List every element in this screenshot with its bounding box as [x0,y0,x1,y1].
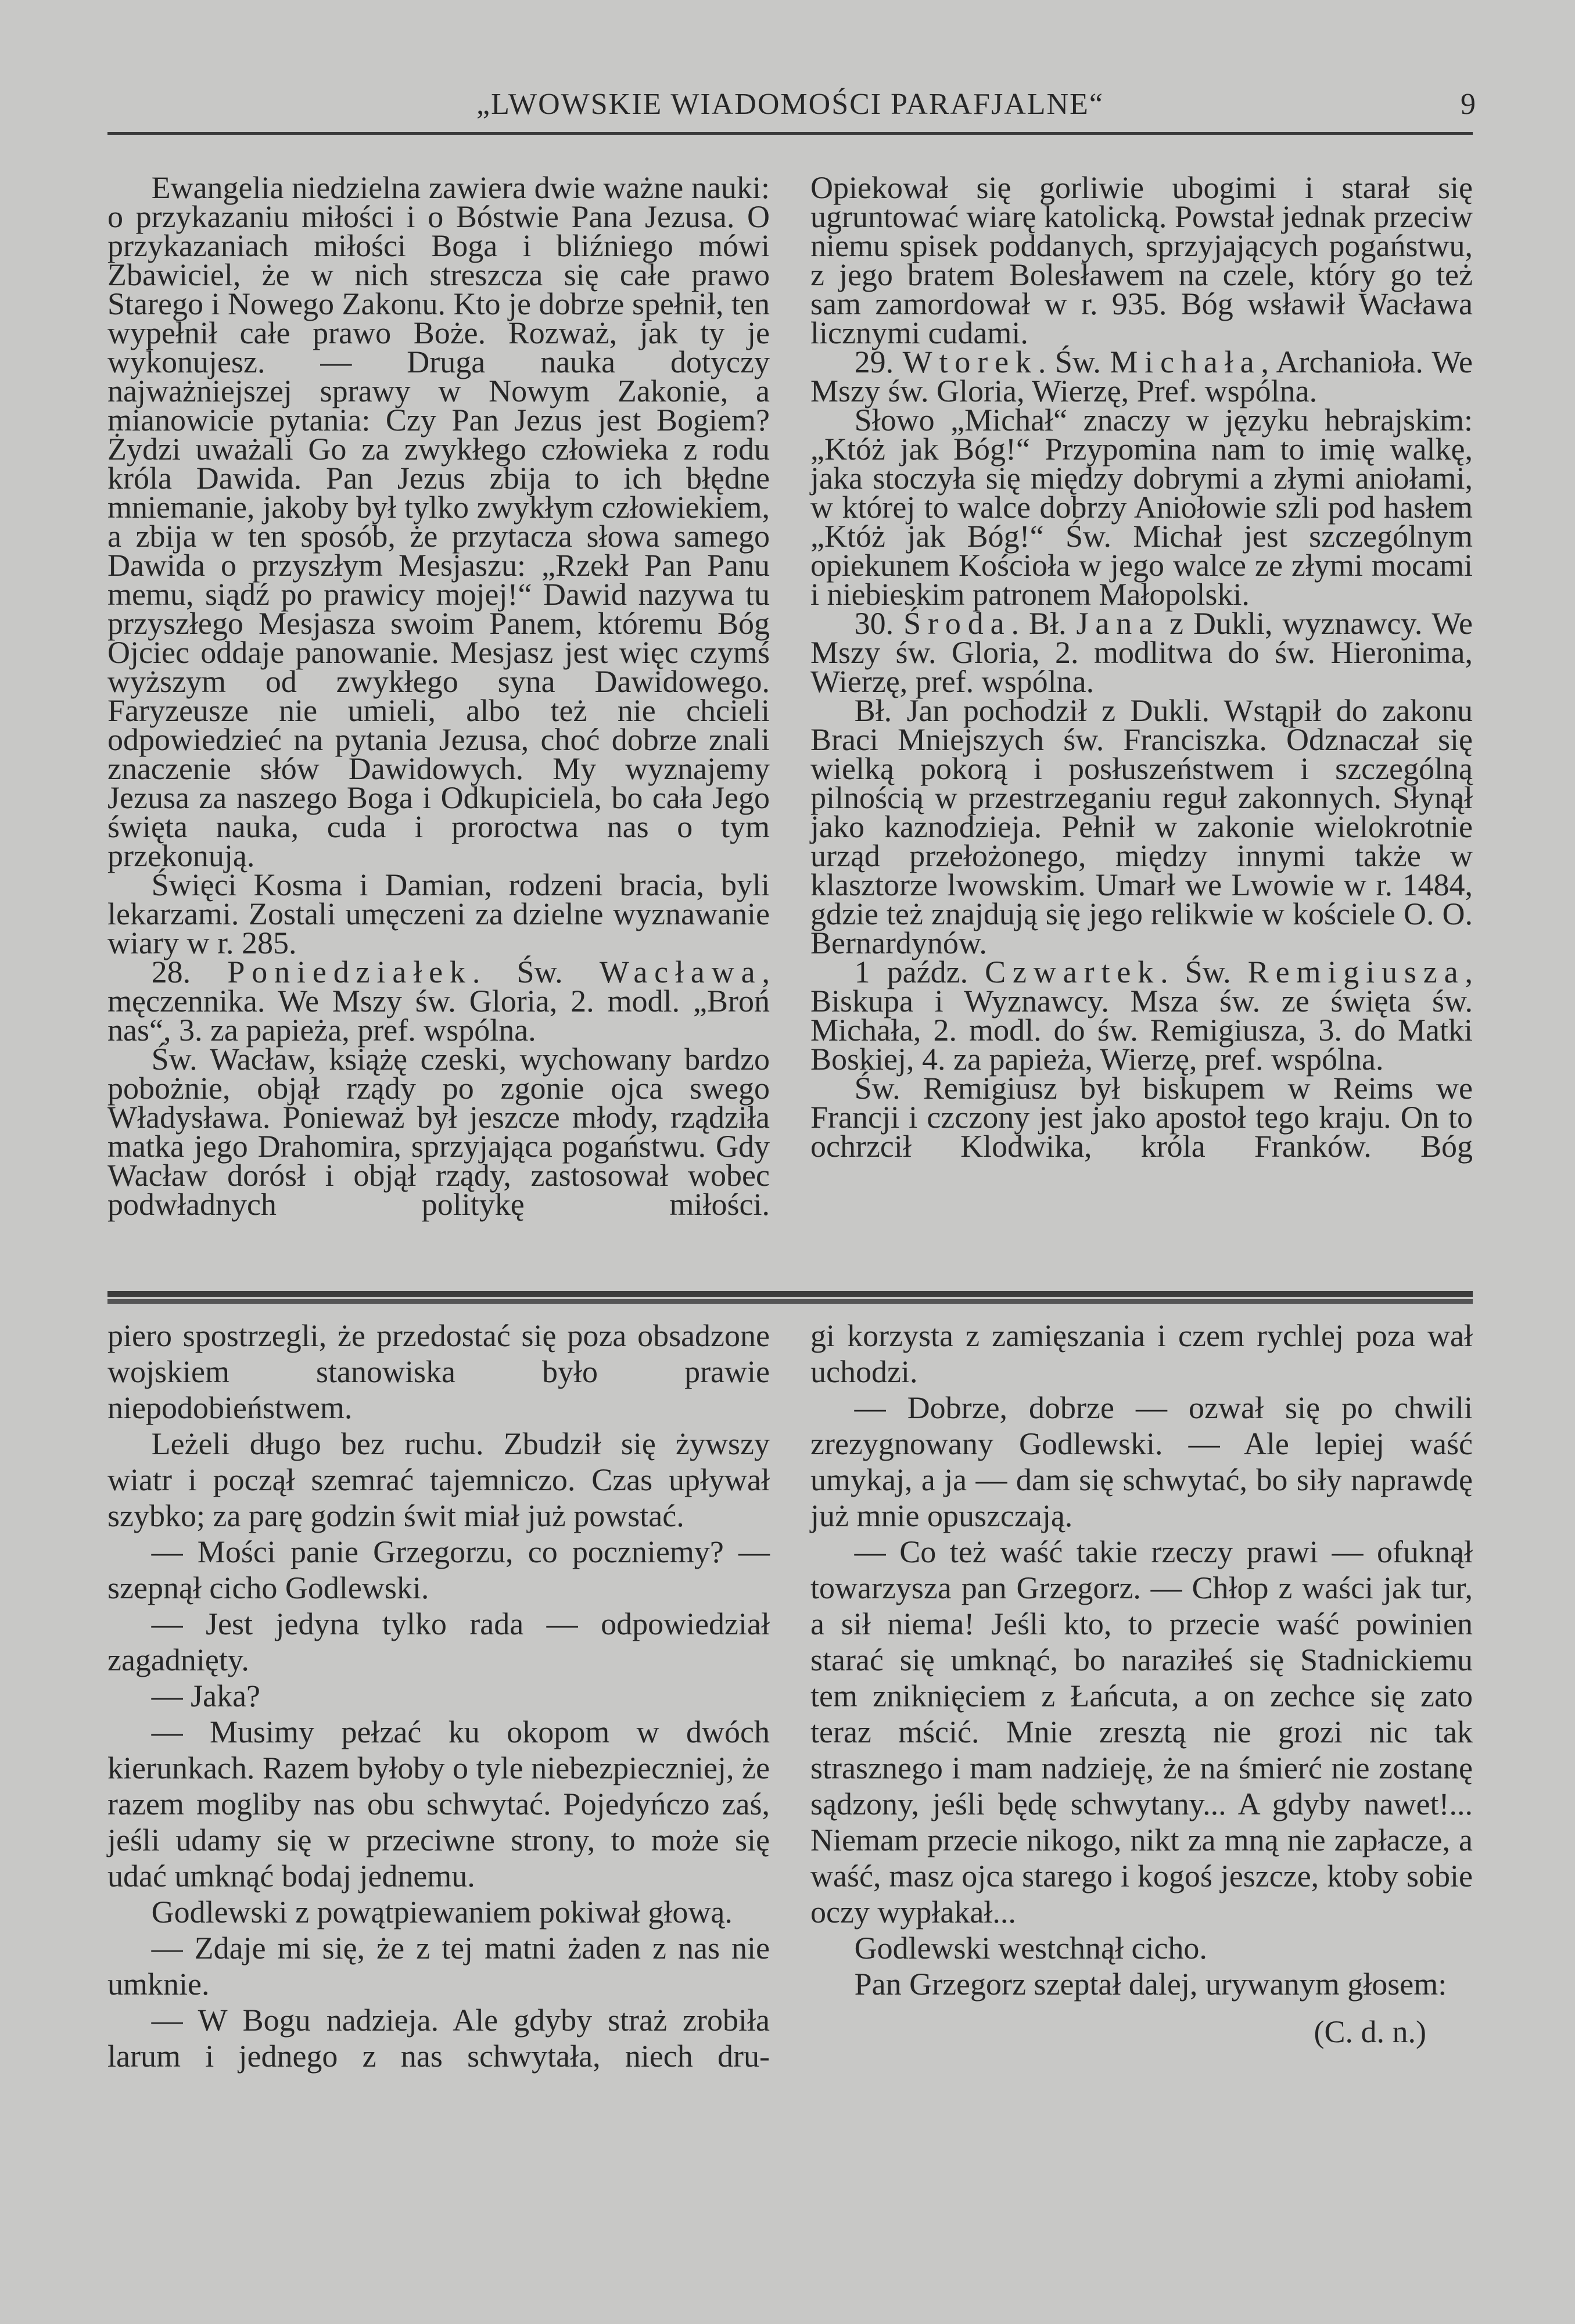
paragraph: Godlewski westchnął cicho. [854,1931,1207,1966]
calendar-entry [810,347,1473,406]
paragraph: — Co też waść takie rzeczy prawi — ofuknął towarzysza pan Grzegorz. — Chłop z waści jak tur, a sił niema! Jeśli kto, to przecie waść powinien starać się umknąć, bo naraziłeś się Stadnickiemu tem zniknięciem z Łańcuta, a on zechce się zato teraz mścić. Mnie zresztą nie grozi nic tak strasznego i mam nadzieję, że na śmierć nie zostanę sądzony, jeśli będę schwytany... A gdyby nawet!... Niemam przecie nikogo, nikt za mną nie zapłacze, a waść, masz ojca starego i kogoś jeszcze, ktoby sobie oczy wypłakał... [810,1534,1473,1930]
page-number: 9 [1461,88,1476,121]
column-bottom-left [107,1318,770,2074]
paragraph: Ewangelia niedzielna zawiera dwie ważne nauki: o przykazaniu miłości i o Bóstwie Pana Jezusa. O przykazaniach miłości Boga i bliźniego mówi Zbawiciel, że w nich streszcza się całe prawo Starego i Nowego Zakonu. Kto je dobrze spełnił, ten wypełnił całe prawo Boże. Rozważ, jak ty je wykonujesz. — Druga nauka dotyczy najważniejszej sprawy w Nowym Zakonie, a mianowicie pytania: Czy Pan Jezus jest Bogiem? Żydzi uważali Go za zwykłego człowieka z rodu króla Dawida. Pan Jezus zbija to ich błędne mniemanie, jakoby był tylko zwykłym człowiekiem, a zbija w ten sposób, że przytacza słowa samego Dawida o przyszłym Mesjaszu: „Rzekł Pan Panu memu, siądź po prawicy mojej!“ Dawid nazywa tu przyszłego Mesjasza swoim Panem, któremu Bóg Ojciec oddaje panowanie. Mesjasz jest więc czymś wyższym od zwykłego syna Dawidowego. Faryzeusze nie umieli, albo też nie chcieli odpowiedzieć na pytania Jezusa, choć dobrze znali znaczenie słów Dawidowych. My wyznajemy Jezusa za naszego Boga i Odkupiciela, bo cała Jego święta nauka, cuda i proroctwa nas o tym przekonują. [107,170,770,873]
weekday: Środa [903,606,1011,641]
saint-name: Michała [1110,345,1261,379]
paragraph: gi korzysta z zamięszania i czem rychlej poza wał uchodzi. [810,1318,1473,1389]
date: 30. [854,606,904,641]
date: 1 paźdz. [854,955,985,989]
paragraph: — Mości panie Grzegorzu, co poczniemy? — szepnął cicho Godlewski. [107,1534,770,1605]
text: , męczennika. We Mszy św. Gloria, 2. modl. „Broń nas“, 3. za papieża, pref. wspólna. [107,955,770,1048]
calendar-entry [810,606,1473,699]
paragraph: — Musimy pełzać ku okopom w dwóch kierunkach. Razem byłoby o tyle niebezpieczniej, że razem mogliby nas obu schwytać. Pojedyńczo zaś, jeśli udamy się w przeciwne strony, to może się udać umknąć bodaj jednemu. [107,1715,770,1893]
paragraph: — Dobrze, dobrze — ozwał się po chwili zrezygnowany Godlewski. — Ale lepiej waść umykaj, a ja — dam się schwytać, bo siły naprawdę już mnie opuszczają. [810,1390,1473,1533]
paragraph: Św. Wacław, książę czeski, wychowany bardzo pobożnie, objął rządy po zgonie ojca swego Władysława. Ponieważ był jeszcze młody, rządziła matka jego Drahomira, sprzyjająca pogaństwu. Gdy Wacław dorósł i objął rządy, zastosował wobec podwładnych politykę miłości. [107,1042,770,1222]
text: . Św. [472,955,600,989]
paragraph: — Jest jedyna tylko rada — odpowiedział zagadnięty. [107,1606,770,1677]
section-divider [107,1291,1473,1299]
text: , Biskupa i Wyznawcy. Msza św. ze święta św. Michała, 2. modl. do św. Remigiusza, 3. do Matki Boskiej, 4. za papieża, Wierzę, pref. wspólna. [810,955,1473,1077]
paragraph: — W Bogu nadzieja. Ale gdyby straż zrobiła larum i jednego z nas schwytała, niech dru- [107,2003,770,2074]
paragraph: piero spostrzegli, że przedostać się poza obsadzone wojskiem stanowiska było prawie niepodobieństwem. [107,1318,770,1425]
paragraph: — Jaka? [151,1679,261,1713]
paragraph: — Zdaje mi się, że z tej matni żaden z nas nie umknie. [107,1931,770,2002]
paragraph: Leżeli długo bez ruchu. Zbudził się żywszy wiatr i począł szemrać tajemniczo. Czas upływał szybko; za parę godzin świt miał już powstać. [107,1426,770,1533]
date: 28. [151,955,228,989]
saint-name: Remigiusza [1247,955,1465,989]
column-bottom-right [810,1318,1473,2050]
weekday: Czwartek [985,955,1161,989]
calendar-entry [810,955,1473,1077]
paragraph: Święci Kosma i Damian, rodzeni bracia, byli lekarzami. Zostali umęczeni za dzielne wyznawanie wiary w r. 285. [107,867,770,960]
continued-note: (C. d. n.) [1314,2014,1426,2049]
text: . Bł. [1011,606,1077,641]
date: 29. [854,345,903,379]
running-header [105,87,1476,134]
journal-title: „LWOWSKIE WIADOMOŚCI PARAFJALNE“ [476,88,1104,121]
paragraph: Słowo „Michał“ znaczy w języku hebrajskim: „Któż jak Bóg!“ Przypomina nam to imię walkę, jaka stoczyła się między dobrymi a złymi aniołami, w której to walce dobrzy Aniołowie szli pod hasłem „Któż jak Bóg!“ Św. Michał jest szczególnym opiekunem Kościoła w jego walce ze złymi mocami i niebieskim patronem Małopolski. [810,403,1473,612]
text: . Św. [1160,955,1248,989]
paragraph: Bł. Jan pochodził z Dukli. Wstąpił do zakonu Braci Mniejszych św. Franciszka. Odznaczał się wielką pokorą i posłuszeństwem i szczególną pilnością w przestrzeganiu reguł zakonnych. Słynął jako kaznodzieja. Pełnił w zakonie wielokrotnie urząd przełożonego, między innymi także w klasztorze lwowskim. Umarł we Lwowie w r. 1484, gdzie też znajdują się jego relikwie w kościele O. O. Bernardynów. [810,693,1473,960]
saint-name: Jana [1076,606,1160,641]
text: . Św. [1038,345,1110,379]
text: z Dukli, wyznawcy. We Mszy św. Gloria, 2. modlitwa do św. Hieronima, Wierzę, pref. wspólna. [810,606,1473,699]
saint-name: Wacława [599,955,762,989]
paragraph: Pan Grzegorz szeptał dalej, urywanym głosem: [854,1967,1447,2002]
column-top-left [107,170,770,1277]
column-top-right [810,170,1473,1277]
text: , Archanioła. We Mszy św. Gloria, Wierzę, Pref. wspólna. [810,345,1473,408]
paragraph: Opiekował się gorliwie ubogimi i starał się ugruntować wiarę katolicką. Powstał jednak przeciw niemu spisek poddanych, sprzyjających pogaństwu, z jego bratem Bolesławem na czele, który go też sam zamordował w r. 935. Bóg wsławił Wacława licznymi cudami. [810,170,1473,350]
calendar-entry [107,955,770,1048]
header-rule [107,132,1473,135]
paragraph: Św. Remigiusz był biskupem w Reims we Francji i czczony jest jako apostoł tego kraju. On to ochrzcił Klodwika, króla Franków. Bóg [810,1071,1473,1164]
weekday: Poniedziałek [227,955,472,989]
weekday: Wtorek [902,345,1038,379]
paragraph: Godlewski z powątpiewaniem pokiwał głową. [151,1895,733,1930]
